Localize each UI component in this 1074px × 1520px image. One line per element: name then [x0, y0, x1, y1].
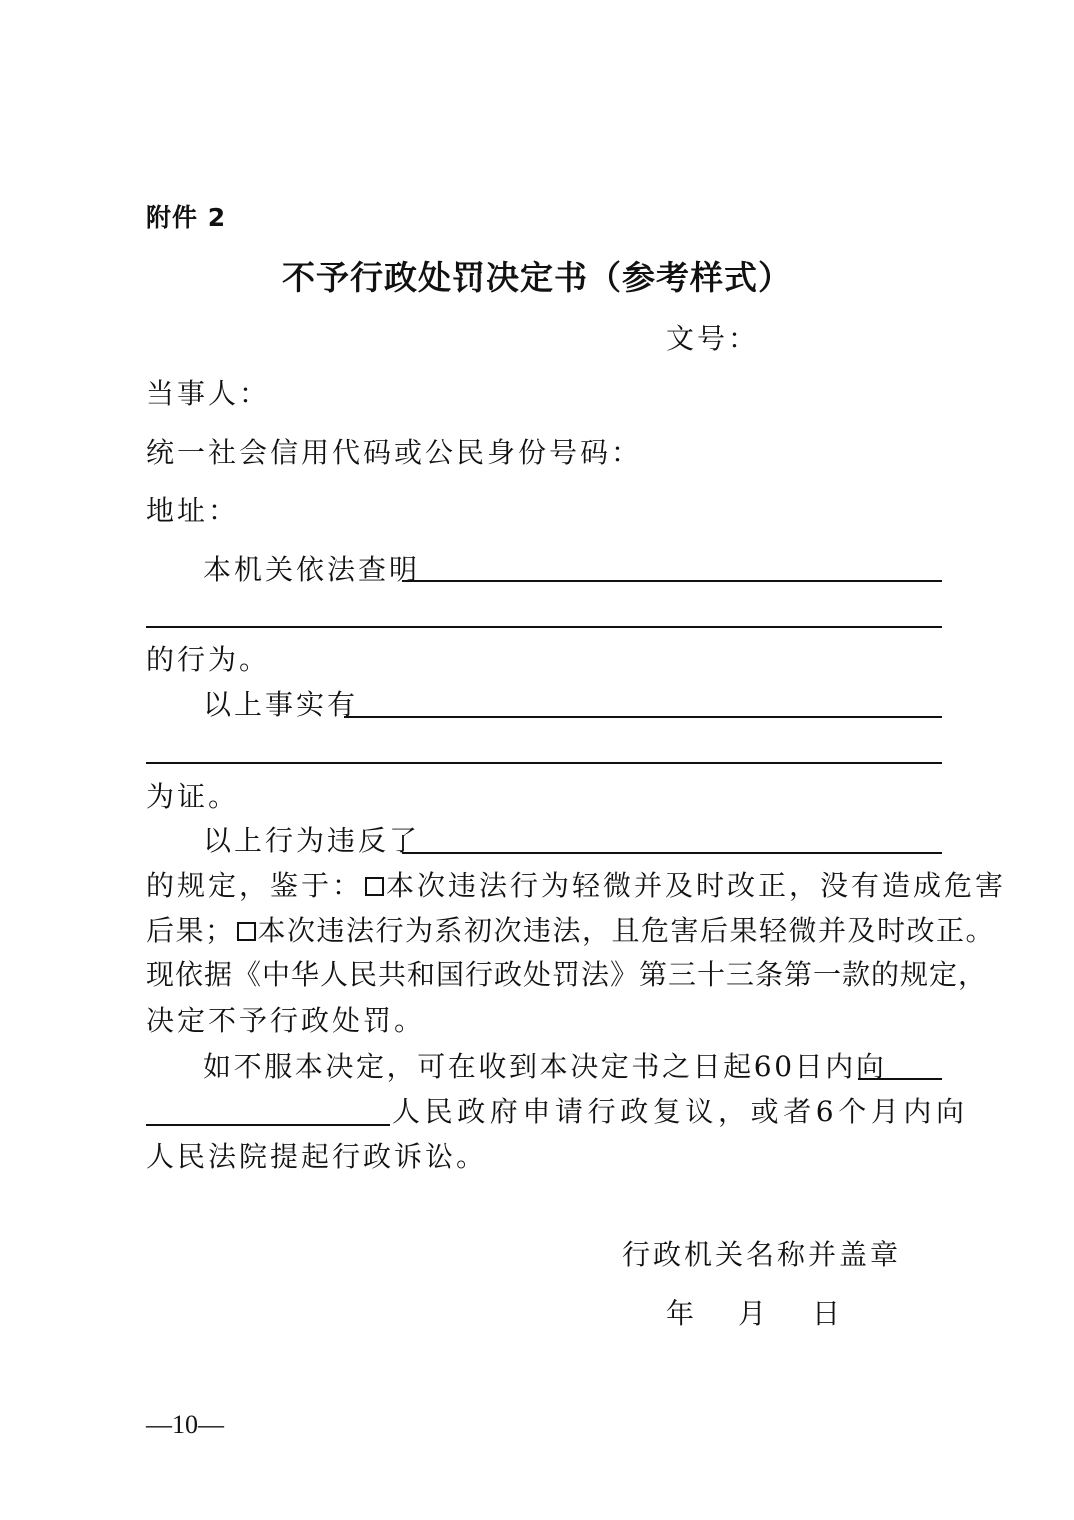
fact-blank-2[interactable]: [146, 626, 942, 628]
p3-line1-a: 的规定，鉴于：: [146, 869, 364, 902]
evidence-blank-1[interactable]: [344, 716, 942, 718]
p3-line-3: 现依据《中华人民共和国行政处罚法》第三十三条第一款的规定，: [146, 958, 988, 991]
address-label: 地址：: [146, 494, 240, 527]
fact-blank-1[interactable]: [402, 580, 942, 582]
evidence-blank-2[interactable]: [146, 762, 942, 764]
date-day: 日: [812, 1297, 844, 1330]
attachment-label: 附件 2: [146, 203, 227, 232]
p2-end: 为证。: [146, 780, 240, 813]
p3-start: 以上行为违反了: [203, 824, 421, 857]
p4-line-1: 如不服本决定，可在收到本决定书之日起60日内向: [203, 1050, 887, 1083]
p3-line-2: [146, 914, 996, 948]
p4-line-3: 人民法院提起行政诉讼。: [146, 1140, 488, 1173]
p3-line1-b: 本次违法行为轻微并及时改正，没有造成危害: [386, 869, 1007, 902]
date-year: 年: [666, 1297, 698, 1330]
checkbox-first-violation[interactable]: [237, 922, 256, 941]
date-month: 月: [738, 1297, 770, 1330]
p1-start: 本机关依法查明: [203, 553, 421, 586]
credit-code-label: 统一社会信用代码或公民身份号码：: [146, 436, 643, 469]
p3-line2-b: 本次违法行为系初次违法，且危害后果轻微并及时改正。: [257, 914, 996, 947]
violation-blank[interactable]: [402, 852, 942, 854]
p3-line-1: [146, 869, 1007, 903]
document-title: 不予行政处罚决定书（参考样式）: [282, 258, 792, 297]
signature-label: 行政机关名称并盖章: [622, 1238, 902, 1271]
p2-start: 以上事实有: [203, 688, 359, 721]
checkbox-minor-violation[interactable]: [365, 877, 384, 896]
p3-line2-a: 后果；: [146, 914, 235, 947]
party-label: 当事人：: [146, 377, 271, 410]
page-number: —10—: [146, 1410, 224, 1439]
government-blank-1[interactable]: [858, 1078, 942, 1080]
p1-end: 的行为。: [146, 643, 271, 676]
p4-line-2: 人民政府申请行政复议，或者6个月内向: [392, 1095, 969, 1128]
doc-number-label: 文号：: [666, 322, 760, 355]
p3-line-4: 决定不予行政处罚。: [146, 1004, 426, 1037]
government-blank-2[interactable]: [146, 1124, 390, 1126]
